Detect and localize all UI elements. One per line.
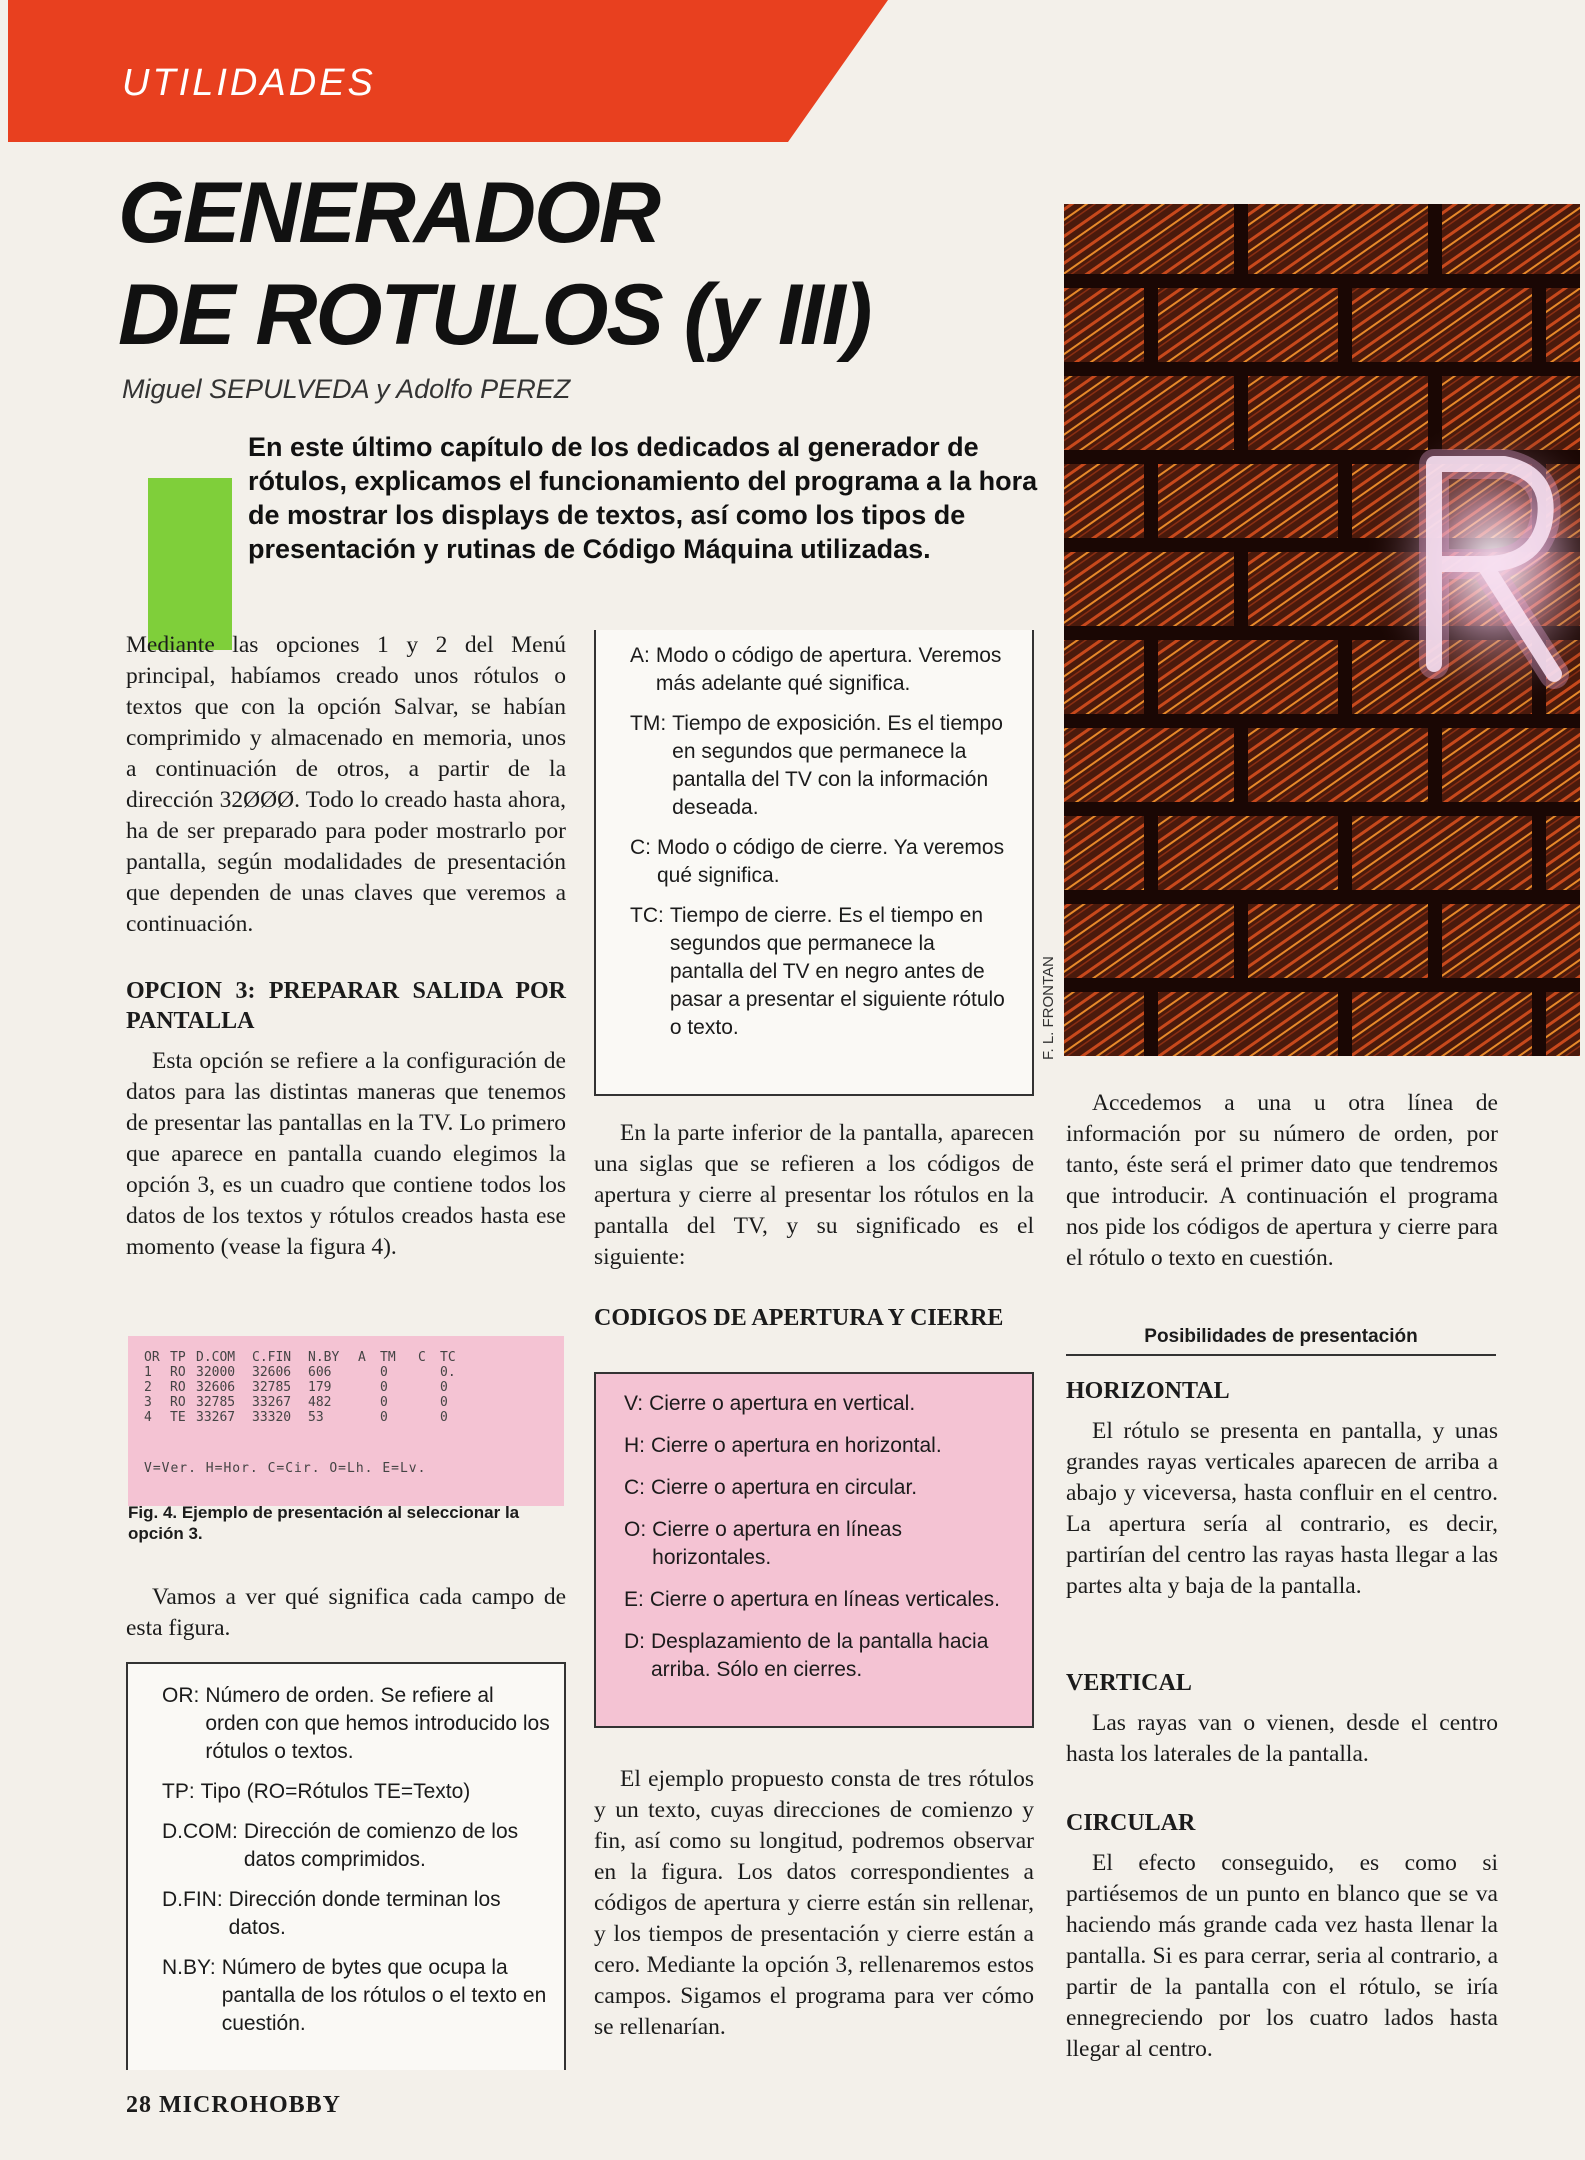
brick-wall-illustration	[1064, 204, 1580, 1056]
figure-cell: 0	[440, 1410, 448, 1425]
figure-cell: 33267	[252, 1395, 292, 1410]
section-heading: CODIGOS DE APERTURA Y CIERRE	[594, 1305, 1004, 1331]
paragraph: Vamos a ver qué significa cada campo de esta figura.	[126, 1584, 566, 1641]
decorative-green-block	[148, 478, 232, 650]
section-heading: HORIZONTAL	[1066, 1378, 1230, 1404]
paragraph: Esta opción se refiere a la configuración de datos para las distintas maneras que tenemos de presentar las pantallas en la TV. Lo primero que aparece en pantalla cuando elegimos la opción 3, es un cuadro que contiene todos los datos de los textos y rótulos creados hasta ese momento (vease la figura 4).	[126, 1048, 566, 1260]
figure-cell: 0	[380, 1410, 388, 1425]
code-item	[624, 1390, 1014, 1418]
figure-cell: N.BY	[308, 1350, 340, 1365]
column-2-continued	[594, 1764, 1034, 2043]
lead-paragraph: En este último capítulo de los dedicados al generador de rótulos, explicamos el funcionamiento del programa a la hora de mostrar los displays de textos, así como los tipos de presentación y rutinas de Código Máquina utilizadas.	[248, 432, 1038, 564]
authors: Miguel SEPULVEDA y Adolfo PEREZ	[122, 374, 571, 404]
column-3	[1066, 1088, 1498, 1274]
code-value: Cierre o apertura en horizontal.	[651, 1434, 942, 1457]
figure-cell: 0	[380, 1380, 388, 1395]
paragraph: Las rayas van o vienen, desde el centro hasta los laterales de la pantalla.	[1066, 1710, 1498, 1767]
title-line-2: DE ROTULOS (y III)	[118, 267, 871, 363]
paragraph: Accedemos a una u otra línea de información por su número de orden, por tanto, éste será el primer dato que tendremos que introducir. A continuación el programa nos pide los códigos de apertura y cierre para el rótulo o texto en cuestión.	[1066, 1090, 1498, 1271]
photo-credit: F. L. FRONTAN	[1040, 956, 1057, 1060]
code-key: D:	[624, 1630, 645, 1653]
section-heading: VERTICAL	[1066, 1670, 1192, 1696]
code-key: C:	[624, 1476, 645, 1499]
figure-header-row	[144, 1350, 554, 1365]
paragraph: Mediante las opciones 1 y 2 del Menú principal, habíamos creado unos rótulos o textos que con la opción Salvar, se habían comprimido y almacenado en memoria, unos a continuación de otros, a partir de la dirección 32ØØØ. Todo lo creado hasta ahora, ha de ser preparado para poder mostrarlo por pantalla, según modalidades de presentación que dependen de unas claves que veremos a continuación.	[126, 632, 566, 937]
figure-cell: 33320	[252, 1410, 292, 1425]
field-definitions-box-2	[594, 630, 1034, 1096]
figure-cell	[418, 1380, 440, 1395]
code-item	[624, 1516, 1014, 1572]
figure-cell: 32785	[196, 1395, 236, 1410]
page-footer: 28 MICROHOBBY	[126, 2092, 342, 2118]
definition-value: Dirección de comienzo de los datos comprimidos.	[243, 1820, 519, 1871]
figure-cell: 32606	[196, 1380, 236, 1395]
figure-cell: 32000	[196, 1365, 236, 1380]
code-value: Cierre o apertura en circular.	[651, 1476, 918, 1499]
definition-key: C:	[630, 836, 651, 859]
figure-cell	[358, 1365, 380, 1380]
column-2	[594, 1118, 1034, 1333]
definition-key: N.BY:	[162, 1956, 216, 1979]
definition-item	[162, 1778, 550, 1806]
figure-cell: 2	[144, 1380, 152, 1395]
figure-cell	[418, 1365, 440, 1380]
figure-cell: TM	[380, 1350, 396, 1365]
title-line-1: GENERADOR	[118, 165, 660, 261]
figure-cell	[418, 1410, 440, 1425]
circular-section	[1066, 1808, 1498, 2065]
vertical-section	[1066, 1668, 1498, 1770]
figure-4-screen	[128, 1336, 564, 1506]
definition-value: Tipo (RO=Rótulos TE=Texto)	[200, 1780, 471, 1803]
definition-key: OR:	[162, 1684, 200, 1707]
definition-value: Tiempo de cierre. Es el tiempo en segundos que permanece la pantalla del TV en negro antes de pasar a presentar el siguiente rótulo o texto.	[669, 904, 1005, 1039]
code-value: Cierre o apertura en líneas verticales.	[649, 1588, 1001, 1611]
definition-item	[630, 834, 1012, 890]
brick-wall-svg	[1064, 204, 1580, 1056]
definition-value: Modo o código de apertura. Veremos más adelante qué significa.	[655, 644, 1002, 695]
codes-box	[594, 1372, 1034, 1728]
figure-cell: 606	[308, 1365, 332, 1380]
definition-key: TP:	[162, 1780, 195, 1803]
definition-item	[162, 1886, 550, 1942]
code-item	[624, 1474, 1014, 1502]
code-key: H:	[624, 1434, 645, 1457]
figure-cell: 33267	[196, 1410, 236, 1425]
code-value: Cierre o apertura en líneas horizontales.	[652, 1518, 902, 1569]
paragraph: El ejemplo propuesto consta de tres rótulos y un texto, cuyas direcciones de comienzo y fin, así como su longitud, podremos observar en la figura. Los datos correspondientes a códigos de apertura y cierre están sin rellenar, y los tiempos de presentación y cierre están a cero. Mediante la opción 3, rellenaremos estos campos. Sigamos el programa para ver cómo se rellenarían.	[594, 1766, 1034, 2040]
definition-value: Dirección donde terminan los datos.	[228, 1888, 501, 1939]
figure-row	[144, 1395, 554, 1410]
paragraph: El rótulo se presenta en pantalla, y unas grandes rayas verticales aparecen de arriba a abajo y viceversa, hasta confluir en el centro. La apertura sería al contrario, es decir, partirían del centro las rayas hasta llegar a las partes alta y baja de la pantalla.	[1066, 1418, 1498, 1599]
code-item	[624, 1586, 1014, 1614]
section-label: UTILIDADES	[122, 62, 376, 104]
code-key: V:	[624, 1392, 644, 1415]
figure-cell: 32606	[252, 1365, 292, 1380]
figure-row	[144, 1380, 554, 1395]
definition-key: D.FIN:	[162, 1888, 223, 1911]
figure-cell: RO	[170, 1395, 186, 1410]
definition-key: TC:	[630, 904, 664, 927]
figure-legend: V=Ver. H=Hor. C=Cir. O=Lh. E=Lv.	[144, 1461, 427, 1476]
figure-cell: 32785	[252, 1380, 292, 1395]
figure-cell: 0	[380, 1395, 388, 1410]
definition-value: Tiempo de exposición. Es el tiempo en segundos que permanece la pantalla del TV con la información deseada.	[672, 712, 1003, 819]
paragraph: El efecto conseguido, es como si partiésemos de un punto en blanco que se va haciendo más grande cada vez hasta llenar la pantalla. Si es para cerrar, seria al contrario, a partir de la pantalla con el rótulo, se iría ennegreciendo por los cuatro lados hasta llegar al centro.	[1066, 1850, 1498, 2062]
definition-item	[630, 642, 1012, 698]
column-1-continued	[126, 1582, 566, 1644]
code-value: Cierre o apertura en vertical.	[649, 1392, 916, 1415]
figure-cell: 0	[440, 1380, 448, 1395]
figure-row	[144, 1365, 554, 1380]
figure-cell: RO	[170, 1365, 186, 1380]
figure-cell: 0	[440, 1395, 448, 1410]
figure-cell: 4	[144, 1410, 152, 1425]
figure-cell: C	[418, 1350, 426, 1365]
figure-cell: 53	[308, 1410, 324, 1425]
section-heading: OPCION 3: PREPARAR SALIDA POR PANTALLA	[126, 978, 566, 1034]
definition-item	[630, 902, 1012, 1042]
definition-value: Número de bytes que ocupa la pantalla de los rótulos o el texto en cuestión.	[221, 1956, 547, 2035]
figure-cell: 0	[380, 1365, 388, 1380]
figure-cell: C.FIN	[252, 1350, 292, 1365]
definition-value: Número de orden. Se refiere al orden con que hemos introducido los rótulos o textos.	[205, 1684, 550, 1763]
figure-cell	[418, 1395, 440, 1410]
figure-cell	[358, 1395, 380, 1410]
figure-cell: 0.	[440, 1365, 456, 1380]
section-heading: CIRCULAR	[1066, 1810, 1196, 1836]
figure-cell: TP	[170, 1350, 186, 1365]
figure-cell: 3	[144, 1395, 152, 1410]
definition-key: TM:	[630, 712, 667, 735]
figure-cell	[358, 1380, 380, 1395]
definition-item	[162, 1682, 550, 1766]
definition-item	[162, 1818, 550, 1874]
definition-value: Modo o código de cierre. Ya veremos qué significa.	[657, 836, 1005, 887]
figure-cell: A	[358, 1350, 366, 1365]
code-key: E:	[624, 1588, 644, 1611]
article-title	[118, 162, 870, 366]
figure-cell: 1	[144, 1365, 152, 1380]
code-value: Desplazamiento de la pantalla hacia arriba. Sólo en cierres.	[651, 1630, 989, 1681]
definition-item	[162, 1954, 550, 2038]
horizontal-section	[1066, 1376, 1498, 1602]
figure-caption: Fig. 4. Ejemplo de presentación al seleccionar la opción 3.	[128, 1503, 520, 1543]
subsection-title: Posibilidades de presentación	[1066, 1326, 1496, 1356]
figure-cell: 179	[308, 1380, 332, 1395]
code-item	[624, 1628, 1014, 1684]
figure-cell: 482	[308, 1395, 332, 1410]
figure-cell: OR	[144, 1350, 160, 1365]
figure-cell: RO	[170, 1380, 186, 1395]
figure-row	[144, 1410, 554, 1425]
definition-item	[630, 710, 1012, 822]
figure-cell: TE	[170, 1410, 186, 1425]
code-item	[624, 1432, 1014, 1460]
definition-key: A:	[630, 644, 650, 667]
field-definitions-box-1	[126, 1662, 566, 2070]
definition-key: D.COM:	[162, 1820, 238, 1843]
figure-cell: TC	[440, 1350, 456, 1365]
column-1	[126, 630, 566, 1263]
figure-cell	[358, 1410, 380, 1425]
code-key: O:	[624, 1518, 647, 1541]
paragraph: En la parte inferior de la pantalla, aparecen una siglas que se refieren a los códigos de apertura y cierre al presentar los rótulos en la pantalla del TV, y su significado es el siguiente:	[594, 1120, 1034, 1270]
figure-cell: D.COM	[196, 1350, 236, 1365]
